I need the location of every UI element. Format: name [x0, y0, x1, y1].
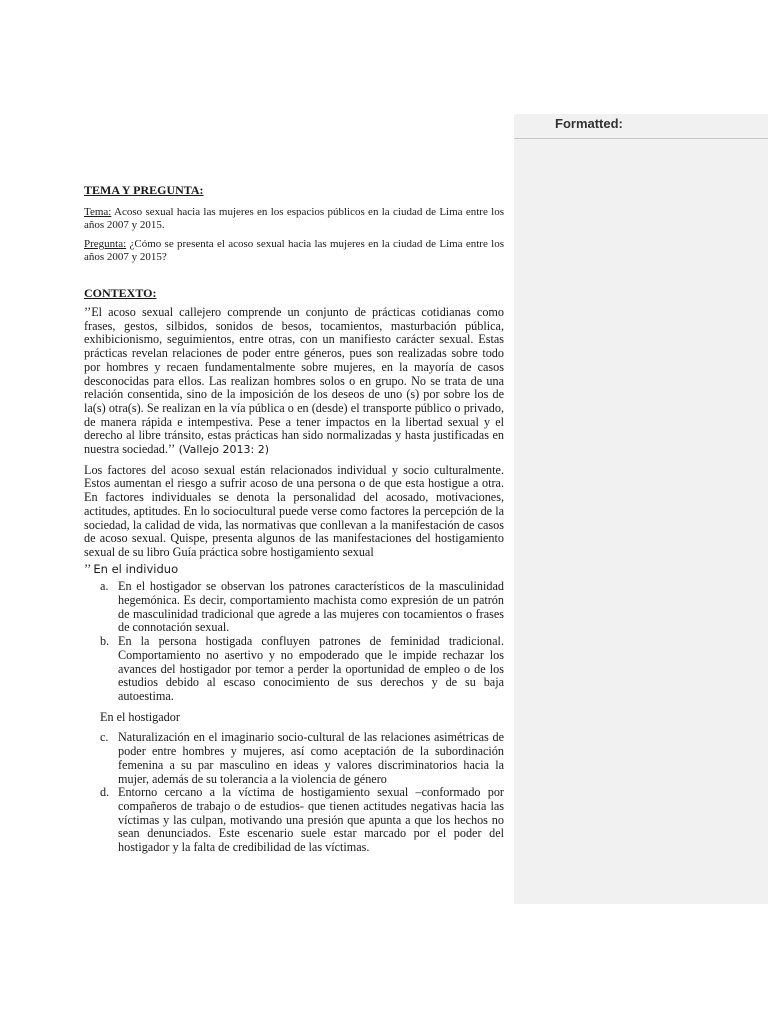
comment-pane: [514, 114, 768, 904]
list-marker: b.: [100, 634, 110, 649]
tema-heading: TEMA Y PREGUNTA:: [84, 183, 204, 197]
tema-paragraph: [84, 206, 504, 232]
list-item: [84, 635, 504, 704]
pregunta-text: ¿Cómo se presenta el acoso sexual hacia las mujeres en la ciudad de Lima entre los años 2007 y 2015?: [84, 238, 504, 263]
document-body: [84, 183, 504, 855]
list-item: [84, 786, 504, 855]
pregunta-label: Pregunta:: [84, 238, 127, 250]
quote-text: ’’El acoso sexual callejero comprende un conjunto de prácticas cotidianas como frases, gestos, silbidos, sonidos de besos, tocamientos, masturbación pública, exhibicionismo, seguimientos, entre otras, con un manifiesto carácter sexual. Estas prácticas revelan relaciones de poder entre géneros, pues son realizadas sobre todo por hombres y recaen fundamentalmente sobre mujeres, en la mayoría de casos desconocidas para ellos. Las realizan hombres solos o en grupo. No se trata de una relación consentida, sino de la imposición de los deseos de uno (s) por sobre los de la(s) otra(s). Se realizan en la vía pública o en (desde) el transporte público o privado, de manera rápida e intempestiva. Pese a tener impactos en la libertad sexual y el derecho al libre tránsito, estas prácticas han sido normalizadas y hasta justificadas en nuestra sociedad.’’: [84, 305, 504, 457]
subheading-individuo: [84, 563, 504, 577]
list-item-text: En el hostigador se observan los patrones característicos de la masculinidad hegemónica. Es decir, comportamiento machista como expresión de un patrón de masculinidad tradicional que agrede a las mujeres con tocamientos o frases de connotación sexual.: [118, 579, 504, 635]
list-item-text: Entorno cercano a la víctima de hostigamiento sexual –conformado por compañeros de trabajo o de estudios- que tienen actitudes negativas hacia las víctimas y las culpan, motivando una presión que apunta a que los hechos no sean denunciados. Este escenario suele estar marcado por el poder del hostigador y la falta de credibilidad de las víctimas.: [118, 785, 504, 855]
contexto-quote: [84, 306, 504, 457]
factores-paragraph: Los factores del acoso sexual están relacionados individual y socio culturalmente. Estos aumentan el riesgo a sufrir acoso de una persona o de que esta hostigue a otra. En factores individuales se denota la personalidad del acosado, motivaciones, actitudes, aptitudes. En lo sociocultural puede verse como factores la percepción de la sociedad, la calidad de vida, las normativas que conllevan a la manifestación de casos de acoso sexual. Quispe, presenta algunos de las manifestaciones del hostigamiento sexual de su libro Guía práctica sobre hostigamiento sexual: [84, 462, 504, 559]
list-marker: d.: [100, 785, 110, 800]
subheading-hostigador: En el hostigador: [100, 709, 180, 724]
list-c-d: [84, 731, 504, 854]
comment-divider: [514, 114, 768, 139]
subheading-individuo-label: En el individuo: [93, 561, 179, 576]
tema-label: Tema:: [84, 206, 112, 218]
list-item-text: En la persona hostigada confluyen patrones de feminidad tradicional. Comportamiento no asertivo y no empoderado que le impide rechazar los avances del hostigador por temor a perder la oportunidad de empleo o de los estudios debido al escaso conocimiento de sus derechos y de su baja autoestima.: [118, 634, 504, 703]
list-item-text: Naturalización en el imaginario socio-cultural de las relaciones asimétricas de poder entre hombres y mujeres, así como aceptación de la subordinación femenina a su par masculino en ideas y valores discriminatorios hacia la mujer, además de su tolerancia a la violencia de género: [118, 730, 504, 786]
subheading-quote-mark: ’’: [84, 561, 94, 576]
comment-title[interactable]: Formatted:: [555, 116, 623, 131]
list-item: [84, 731, 504, 786]
list-marker: c.: [100, 730, 109, 745]
quote-citation: (Vallejo 2013: 2): [175, 443, 269, 457]
list-a-b: [84, 580, 504, 703]
tema-text: Acoso sexual hacia las mujeres en los espacios públicos en la ciudad de Lima entre los años 2007 y 2015.: [84, 206, 504, 231]
list-marker: a.: [100, 579, 109, 594]
list-item: [84, 580, 504, 635]
pregunta-paragraph: [84, 238, 504, 264]
contexto-heading: CONTEXTO:: [84, 286, 157, 300]
